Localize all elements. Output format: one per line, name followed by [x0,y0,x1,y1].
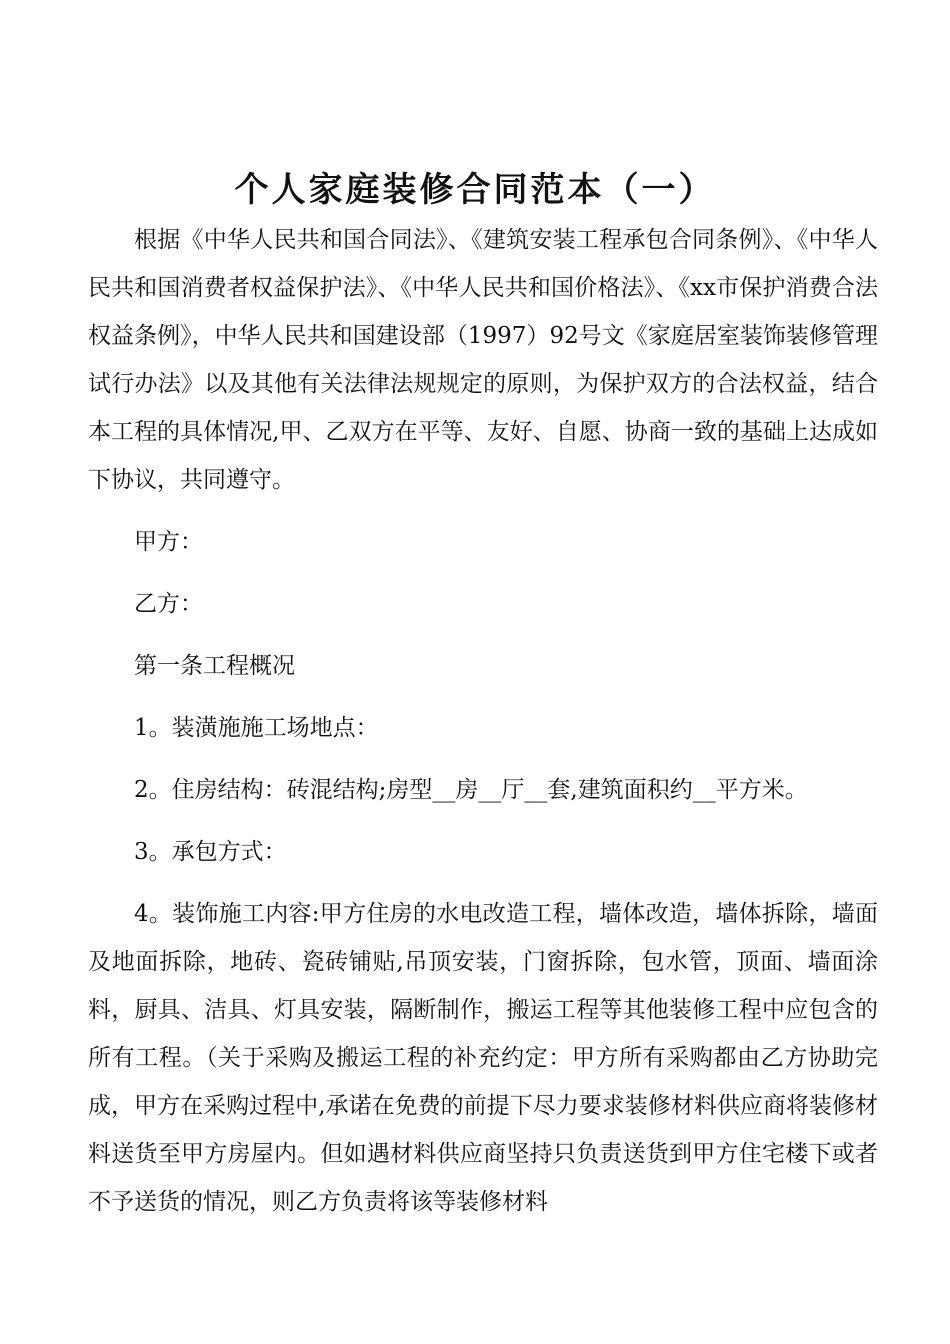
document-body [88,216,878,1226]
document-title: 个人家庭装修合同范本（一） [234,169,716,210]
item-1: 1。装潢施施工场地点： [134,715,379,741]
paragraph-gap [88,752,878,766]
paragraph-gap [88,566,878,580]
party-a-line: 甲方： [134,529,203,555]
paragraph-gap [88,690,878,704]
paragraph-gap [88,504,878,518]
paragraph-gap [88,876,878,890]
paragraph-gap [88,814,878,828]
item-4: 4。装饰施工内容:甲方住房的水电改造工程，墙体改造，墙体拆除，墙面及地面拆除，地砖、瓷砖铺贴,吊顶安装，门窗拆除，包水管，顶面、墙面涂料，厨具、洁具、灯具安装，隔断制作，搬运工程等其他装修工程中应包含的所有工程。（关于采购及搬运工程的补充约定：甲方所有采购都由乙方协助完成，甲方在采购过程中,承诺在免费的前提下尽力要求装修材料供应商将装修材料送货至甲方房屋内。但如遇材料供应商坚持只负责送货到甲方住宅楼下或者不予送货的情况，则乙方负责将该等装修材料 [88,901,878,1215]
paragraph-gap [88,628,878,642]
article-1-heading: 第一条工程概况 [134,653,295,679]
item-3: 3。承包方式： [134,839,287,865]
intro-paragraph: 根据《中华人民共和国合同法》、《建筑安装工程承包合同条例》、《中华人民共和国消费者权益保护法》、《中华人民共和国价格法》、《xx市保护消费合法权益条例》，中华人民共和国建设部（1997）92号文《家庭居室装饰装修管理试行办法》以及其他有关法律法规规定的原则，为保护双方的合法权益，结合本工程的具体情况,甲、乙双方在平等、友好、自愿、协商一致的基础上达成如下协议，共同遵守。 [88,227,878,493]
item-2: 2。住房结构：砖混结构;房型__房__厅__套,建筑面积约__平方米。 [134,777,808,803]
party-b-line: 乙方： [134,591,203,617]
